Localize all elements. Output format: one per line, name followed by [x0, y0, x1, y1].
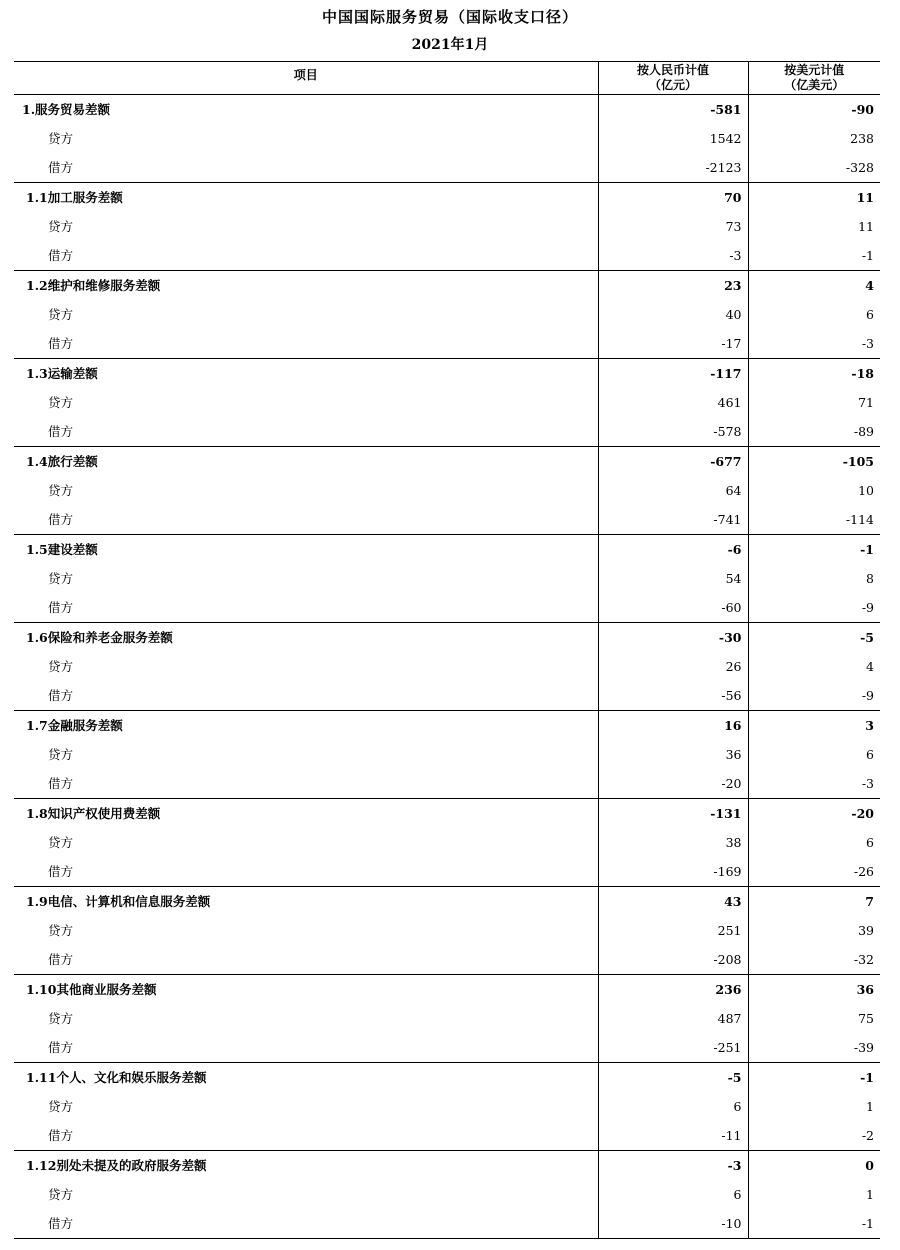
group-row [14, 359, 880, 389]
row-label: 1.8知识产权使用费差额 [26, 806, 161, 821]
group-row [14, 95, 880, 125]
group-row [14, 1063, 880, 1093]
credit-row [14, 1180, 880, 1209]
value-usd: -90 [748, 95, 880, 125]
credit-row [14, 1004, 880, 1033]
value-usd: -3 [748, 769, 880, 799]
value-usd: 6 [748, 300, 880, 329]
group-row [14, 799, 880, 829]
table-title: 中国国际服务贸易（国际收支口径） [321, 8, 578, 26]
value-rmb: -30 [598, 623, 748, 653]
row-label: 借方 [14, 1121, 598, 1151]
row-label: 借方 [14, 857, 598, 887]
value-rmb: 461 [598, 388, 748, 417]
row-label: 贷方 [48, 659, 74, 674]
row-label: 1.12别处未提及的政府服务差额 [26, 1158, 207, 1173]
debit-row [14, 1033, 880, 1063]
value-usd: -5 [748, 623, 880, 653]
row-label: 借方 [14, 505, 598, 535]
value-rmb: -677 [598, 447, 748, 477]
debit-row [14, 153, 880, 183]
group-row [14, 183, 880, 213]
debit-row [14, 593, 880, 623]
row-label: 贷方 [48, 395, 74, 410]
row-label: 借方 [14, 1209, 598, 1239]
row-label: 贷方 [48, 1011, 74, 1026]
value-rmb: 6 [598, 1180, 748, 1209]
value-usd: 4 [748, 271, 880, 301]
header-rmb-line1: 按人民币计值 [636, 63, 709, 77]
header-rmb [598, 62, 748, 95]
group-row [14, 447, 880, 477]
group-row [14, 271, 880, 301]
value-usd: 10 [748, 476, 880, 505]
debit-row [14, 1209, 880, 1239]
row-label: 1.11个人、文化和娱乐服务差额 [26, 1070, 207, 1085]
row-label: 1.6保险和养老金服务差额 [26, 630, 173, 645]
group-row [14, 711, 880, 741]
row-label: 1.1加工服务差额 [26, 190, 123, 205]
row-label: 借方 [14, 241, 598, 271]
value-usd: 11 [748, 183, 880, 213]
row-label: 贷方 [48, 923, 74, 938]
value-rmb: 16 [598, 711, 748, 741]
header-usd-line2: （亿美元） [784, 78, 845, 92]
value-rmb: 26 [598, 652, 748, 681]
value-usd: -20 [748, 799, 880, 829]
credit-row [14, 1092, 880, 1121]
value-rmb: 23 [598, 271, 748, 301]
value-rmb: -169 [598, 857, 748, 887]
header-rmb-line2: （亿元） [648, 78, 697, 92]
row-label: 借方 [14, 769, 598, 799]
debit-row [14, 681, 880, 711]
row-label: 贷方 [48, 747, 74, 762]
row-label: 借方 [14, 945, 598, 975]
header-row [14, 62, 880, 95]
credit-row [14, 916, 880, 945]
row-label: 借方 [14, 593, 598, 623]
value-usd: -18 [748, 359, 880, 389]
row-label: 1.服务贸易差额 [22, 102, 111, 117]
value-rmb: 487 [598, 1004, 748, 1033]
row-label: 贷方 [48, 1099, 74, 1114]
row-label: 贷方 [48, 483, 74, 498]
debit-row [14, 241, 880, 271]
value-rmb: 38 [598, 828, 748, 857]
value-rmb: -131 [598, 799, 748, 829]
value-rmb: -741 [598, 505, 748, 535]
credit-row [14, 124, 880, 153]
group-row [14, 975, 880, 1005]
value-usd: -9 [748, 593, 880, 623]
value-rmb: -17 [598, 329, 748, 359]
row-label: 贷方 [48, 571, 74, 586]
row-label: 1.7金融服务差额 [26, 718, 123, 733]
value-usd: 4 [748, 652, 880, 681]
value-usd: -1 [748, 1063, 880, 1093]
credit-row [14, 740, 880, 769]
value-rmb: 40 [598, 300, 748, 329]
value-usd: 11 [748, 212, 880, 241]
value-rmb: 1542 [598, 124, 748, 153]
row-label: 借方 [14, 153, 598, 183]
value-rmb: -3 [598, 1151, 748, 1181]
value-usd: 75 [748, 1004, 880, 1033]
group-row [14, 1151, 880, 1181]
value-usd: 1 [748, 1092, 880, 1121]
row-label: 1.9电信、计算机和信息服务差额 [26, 894, 211, 909]
value-rmb: 6 [598, 1092, 748, 1121]
credit-row [14, 212, 880, 241]
value-usd: 36 [748, 975, 880, 1005]
value-rmb: 43 [598, 887, 748, 917]
value-rmb: -60 [598, 593, 748, 623]
header-item: 项目 [14, 62, 598, 95]
value-usd: -1 [748, 1209, 880, 1239]
credit-row [14, 828, 880, 857]
debit-row [14, 329, 880, 359]
value-rmb: -5 [598, 1063, 748, 1093]
value-rmb: -3 [598, 241, 748, 271]
value-rmb: 54 [598, 564, 748, 593]
value-usd: -2 [748, 1121, 880, 1151]
value-usd: 39 [748, 916, 880, 945]
row-label: 贷方 [48, 835, 74, 850]
value-usd: 71 [748, 388, 880, 417]
group-row [14, 887, 880, 917]
value-rmb: -6 [598, 535, 748, 565]
value-rmb: -20 [598, 769, 748, 799]
value-usd: 238 [748, 124, 880, 153]
value-rmb: 73 [598, 212, 748, 241]
value-rmb: -581 [598, 95, 748, 125]
debit-row [14, 857, 880, 887]
debit-row [14, 417, 880, 447]
row-label: 借方 [14, 681, 598, 711]
credit-row [14, 476, 880, 505]
row-label: 1.3运输差额 [26, 366, 98, 381]
services-trade-table [14, 61, 880, 1239]
credit-row [14, 564, 880, 593]
credit-row [14, 652, 880, 681]
value-rmb: -56 [598, 681, 748, 711]
row-label: 1.10其他商业服务差额 [26, 982, 157, 997]
value-rmb: -251 [598, 1033, 748, 1063]
value-usd: 6 [748, 740, 880, 769]
row-label: 借方 [14, 329, 598, 359]
value-rmb: -208 [598, 945, 748, 975]
value-usd: -1 [748, 535, 880, 565]
value-usd: -39 [748, 1033, 880, 1063]
value-usd: 1 [748, 1180, 880, 1209]
row-label: 1.5建设差额 [26, 542, 98, 557]
row-label: 贷方 [48, 219, 74, 234]
row-label: 1.4旅行差额 [26, 454, 98, 469]
credit-row [14, 388, 880, 417]
value-usd: -1 [748, 241, 880, 271]
row-label: 借方 [14, 1033, 598, 1063]
value-rmb: -578 [598, 417, 748, 447]
group-row [14, 623, 880, 653]
value-rmb: -2123 [598, 153, 748, 183]
value-rmb: -11 [598, 1121, 748, 1151]
debit-row [14, 1121, 880, 1151]
value-usd: 8 [748, 564, 880, 593]
debit-row [14, 769, 880, 799]
header-usd-line1: 按美元计值 [784, 63, 845, 77]
debit-row [14, 945, 880, 975]
value-rmb: 236 [598, 975, 748, 1005]
value-rmb: 36 [598, 740, 748, 769]
table-body [14, 95, 880, 1239]
value-rmb: 64 [598, 476, 748, 505]
value-usd: 0 [748, 1151, 880, 1181]
value-rmb: -117 [598, 359, 748, 389]
value-usd: -114 [748, 505, 880, 535]
value-usd: -32 [748, 945, 880, 975]
value-usd: -105 [748, 447, 880, 477]
row-label: 贷方 [48, 307, 74, 322]
table-period: 2021年1月 [411, 37, 489, 53]
value-rmb: 251 [598, 916, 748, 945]
value-usd: 6 [748, 828, 880, 857]
row-label: 借方 [14, 417, 598, 447]
value-usd: -26 [748, 857, 880, 887]
row-label: 贷方 [48, 131, 74, 146]
value-rmb: 70 [598, 183, 748, 213]
header-usd [748, 62, 880, 95]
debit-row [14, 505, 880, 535]
value-usd: -3 [748, 329, 880, 359]
value-usd: -89 [748, 417, 880, 447]
row-label: 贷方 [48, 1187, 74, 1202]
value-usd: 7 [748, 887, 880, 917]
value-usd: -9 [748, 681, 880, 711]
value-rmb: -10 [598, 1209, 748, 1239]
credit-row [14, 300, 880, 329]
group-row [14, 535, 880, 565]
value-usd: -328 [748, 153, 880, 183]
row-label: 1.2维护和维修服务差额 [26, 278, 161, 293]
value-usd: 3 [748, 711, 880, 741]
